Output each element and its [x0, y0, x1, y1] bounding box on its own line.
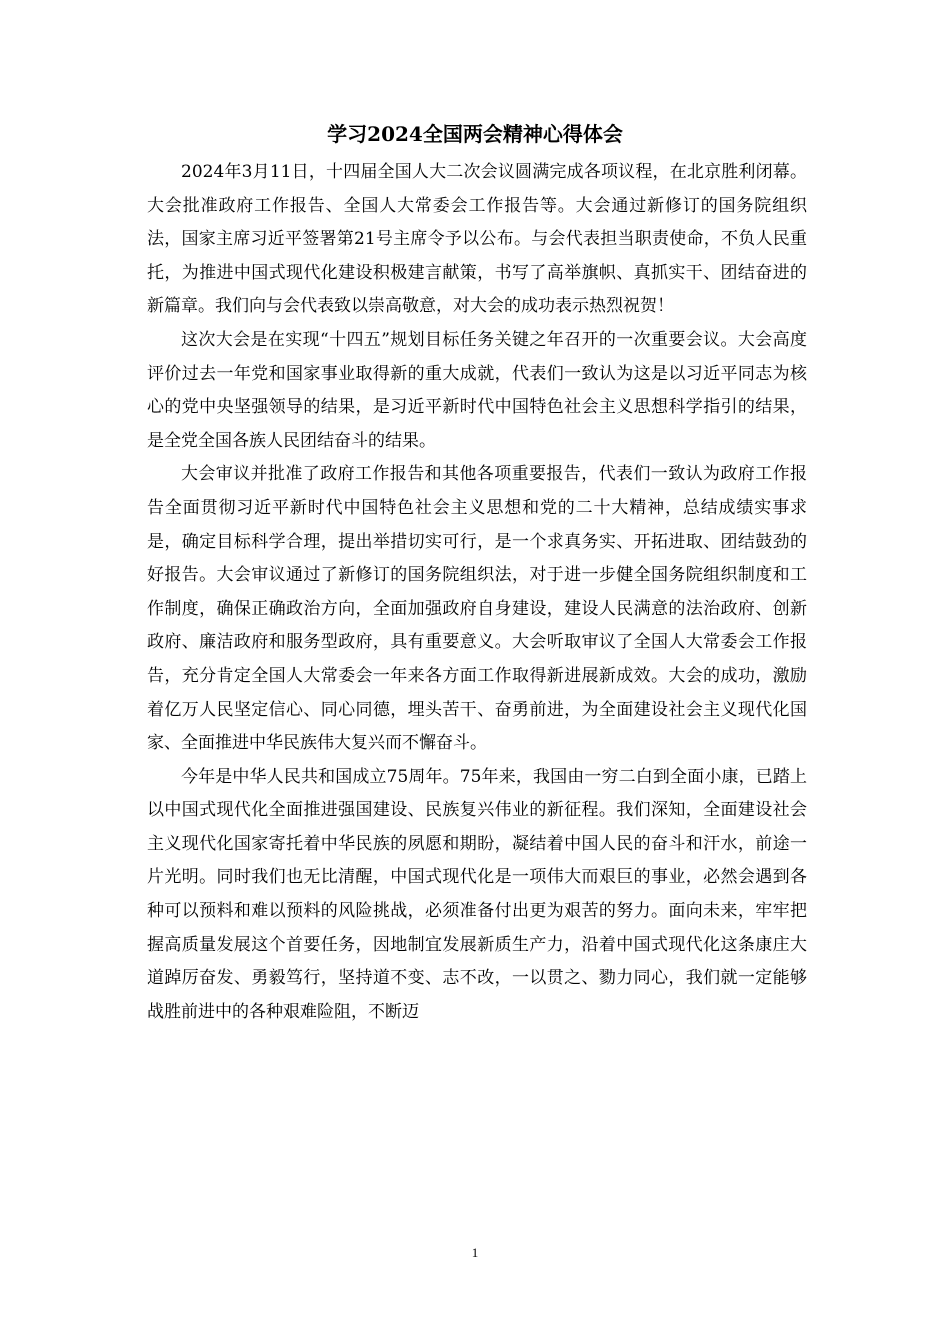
paragraph-1: 2024年3月11日，十四届全国人大二次会议圆满完成各项议程，在北京胜利闭幕。大会批准政府工作报告、全国人大常委会工作报告等。大会通过新修订的国务院组织法，国家主席习近平签署第21号主席令予以公布。与会代表担当职责使命，不负人民重托，为推进中国式现代化建设积极建言献策，书写了高举旗帜、真抓实干、团结奋进的新篇章。我们向与会代表致以崇高敬意，对大会的成功表示热烈祝贺！ — [147, 162, 807, 317]
page-number: 1 — [471, 1245, 479, 1260]
paragraph-4: 今年是中华人民共和国成立75周年。75年来，我国由一穷二白到全面小康，已踏上以中国式现代化全面推进强国建设、民族复兴伟业的新征程。我们深知，全面建设社会主义现代化国家寄托着中华民族的夙愿和期盼，凝结着中国人民的奋斗和汗水，前途一片光明。同时我们也无比清醒，中国式现代化是一项伟大而艰巨的事业，必然会遇到各种可以预料和难以预料的风险挑战，必须准备付出更为艰苦的努力。面向未来，牢牢把握高质量发展这个首要任务，因地制宜发展新质生产力，沿着中国式现代化这条康庄大道踔厉奋发、勇毅笃行，坚持道不变、志不改，一以贯之、勠力同心，我们就一定能够战胜前进中的各种艰难险阻，不断迈 — [147, 766, 807, 1022]
paragraph-2: 这次大会是在实现“十四五”规划目标任务关键之年召开的一次重要会议。大会高度评价过去一年党和国家事业取得新的重大成就，代表们一致认为这是以习近平同志为核心的党中央坚强领导的结果，是习近平新时代中国特色社会主义思想科学指引的结果，是全党全国各族人民团结奋斗的结果。 — [147, 329, 807, 451]
paragraph-3: 大会审议并批准了政府工作报告和其他各项重要报告，代表们一致认为政府工作报告全面贯彻习近平新时代中国特色社会主义思想和党的二十大精神，总结成绩实事求是，确定目标科学合理，提出举措切实可行，是一个求真务实、开拓进取、团结鼓劲的好报告。大会审议通过了新修订的国务院组织法，对于进一步健全国务院组织制度和工作制度，确保正确政治方向，全面加强政府自身建设，建设人民满意的法治政府、创新政府、廉洁政府和服务型政府，具有重要意义。大会听取审议了全国人大常委会工作报告，充分肯定全国人大常委会一年来各方面工作取得新进展新成效。大会的成功，激励着亿万人民坚定信心、同心同德，埋头苦干、奋勇前进，为全面建设社会主义现代化国家、全面推进中华民族伟大复兴而不懈奋斗。 — [147, 464, 807, 754]
document-body — [147, 156, 807, 1029]
document-title: 学习2024全国两会精神心得体会 — [327, 122, 623, 146]
